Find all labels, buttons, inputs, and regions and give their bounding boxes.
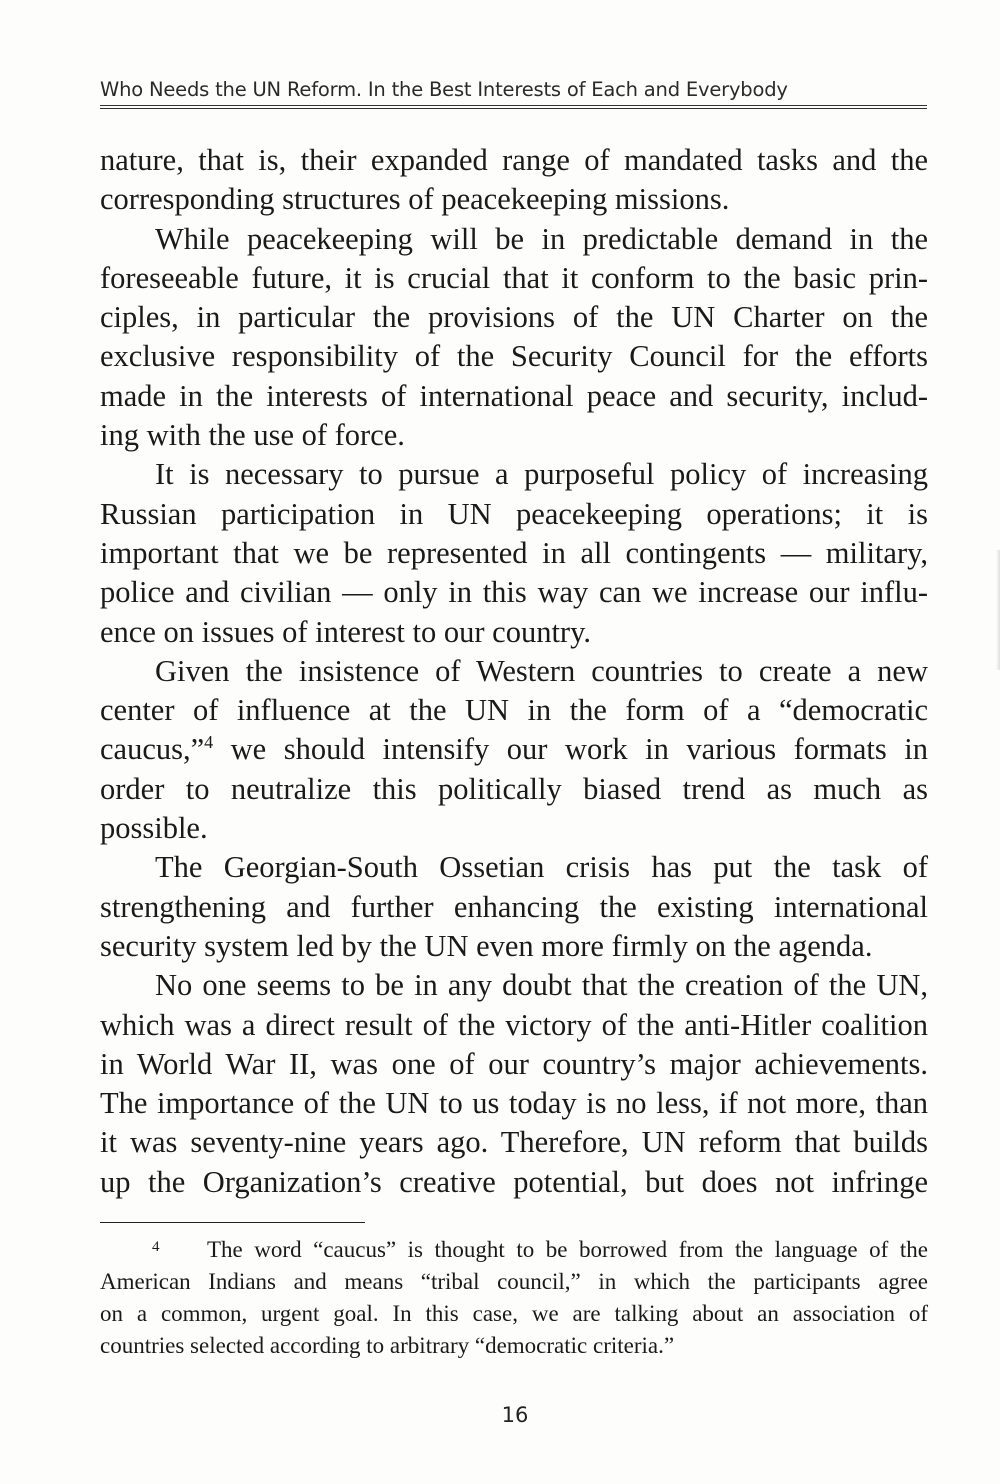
footnote	[100, 1234, 928, 1362]
footnote-rule	[100, 1222, 365, 1223]
text-line: ence on issues of interest to our country.	[100, 614, 591, 649]
text-line: exclusive responsibility of the Security Council for the efforts	[100, 339, 928, 374]
text-line: ing with the use of force.	[100, 418, 405, 453]
paragraph	[100, 652, 928, 848]
text-line-with-footnote	[100, 730, 928, 769]
footnote-line: countries selected according to arbitrary “democratic criteria.”	[100, 1333, 675, 1358]
paragraph	[100, 455, 928, 651]
text-line: The Georgian-South Ossetian crisis has put the task of	[155, 850, 928, 885]
footnote-line: American Indians and means “tribal council,” in which the participants agree	[100, 1269, 928, 1294]
text-line: it was seventy-nine years ago. Therefore, UN reform that builds	[100, 1125, 928, 1160]
footnote-text: The word “caucus” is thought to be borrowed from the language of the	[207, 1237, 928, 1262]
text-fragment: caucus,”	[100, 732, 205, 767]
text-line: up the Organization’s creative potential, but does not infringe	[100, 1164, 928, 1199]
text-line: important that we be represented in all contingents — military,	[100, 535, 928, 570]
text-line: police and civilian — only in this way can we increase our influ-	[100, 575, 928, 610]
text-line: which was a direct result of the victory of the anti-Hitler coalition	[100, 1007, 928, 1042]
text-line: While peacekeeping will be in predictable demand in the	[155, 221, 928, 256]
footnote-reference[interactable]: 4	[204, 732, 214, 753]
text-line: Russian participation in UN peacekeeping operations; it is	[100, 496, 928, 531]
text-line: center of influence at the UN in the form of a “democratic	[100, 693, 928, 728]
text-line: foreseeable future, it is crucial that it conform to the basic prin-	[100, 260, 928, 295]
page-number: 16	[501, 1403, 529, 1427]
running-head: Who Needs the UN Reform. In the Best Interests of Each and Everybody	[100, 78, 788, 101]
text-line: ciples, in particular the provisions of the UN Charter on the	[100, 300, 928, 335]
text-line: The importance of the UN to us today is no less, if not more, than	[100, 1086, 928, 1121]
text-line: Given the insistence of Western countries to create a new	[155, 653, 928, 688]
text-line: nature, that is, their expanded range of mandated tasks and the	[100, 143, 928, 177]
paragraph	[100, 220, 928, 456]
paragraph	[100, 848, 928, 966]
text-line: strengthening and further enhancing the existing international	[100, 889, 928, 924]
paragraph	[100, 966, 928, 1202]
text-line: It is necessary to pursue a purposeful policy of increasing	[155, 457, 928, 492]
text-line: in World War II, was one of our country’s major achievements.	[100, 1046, 928, 1081]
body-text	[100, 141, 928, 1202]
text-line: possible.	[100, 811, 208, 846]
footnote-line: on a common, urgent goal. In this case, we are talking about an association of	[100, 1301, 928, 1326]
text-fragment: we should intensify our work in various formats in	[213, 732, 928, 767]
text-line: order to neutralize this politically biased trend as much as	[100, 771, 928, 806]
text-line: security system led by the UN even more firmly on the agenda.	[100, 928, 873, 963]
page-edge-shadow	[996, 550, 1000, 670]
running-head-rule	[100, 105, 927, 109]
text-line: No one seems to be in any doubt that the creation of the UN,	[155, 968, 928, 1003]
text-line: made in the interests of international peace and security, includ-	[100, 378, 928, 413]
text-line: corresponding structures of peacekeeping missions.	[100, 182, 730, 217]
paragraph	[100, 141, 928, 220]
footnote-line: 4 The word “caucus” is thought to be borrowed from the language of the	[152, 1237, 928, 1262]
